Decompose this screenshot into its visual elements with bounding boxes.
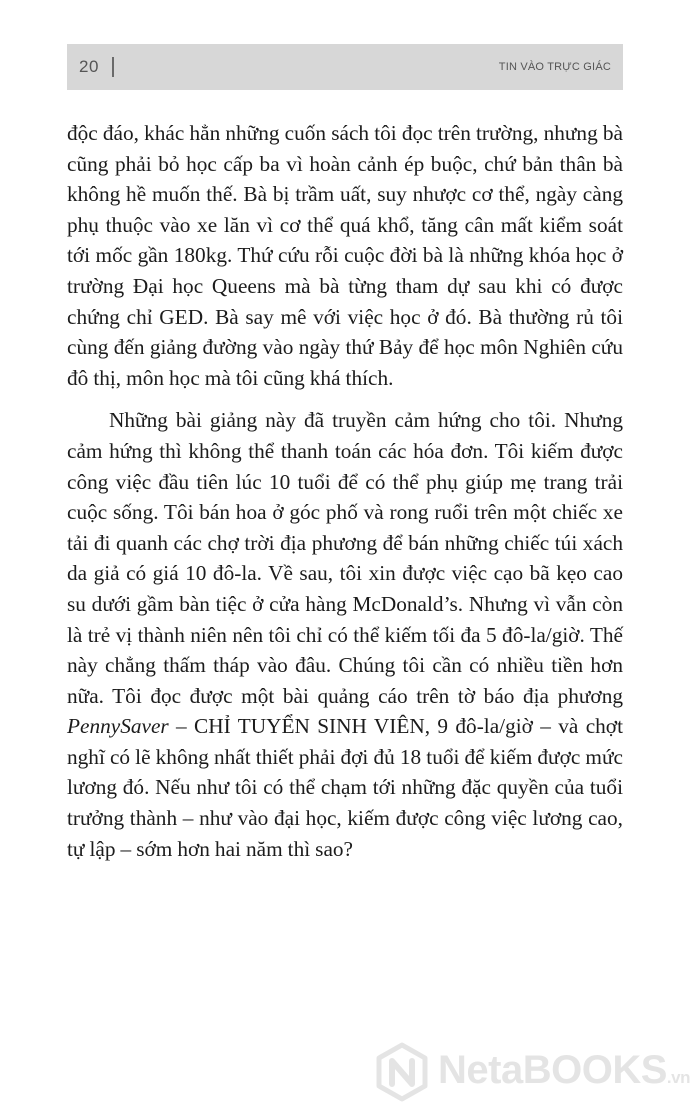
newspaper-title: PennySaver [67, 714, 169, 739]
watermark-text [438, 1048, 690, 1093]
paragraph-1: độc đáo, khác hẳn những cuốn sách tôi đọc trên trường, nhưng bà cũng phải bỏ học cấp ba vì hoàn cảnh ép buộc, chứ bản thân bà không hề muốn thế. Bà bị trầm uất, suy nhược cơ thể, ngày càng phụ thuộc vào xe lăn vì cơ thể quá khổ, tăng cân mất kiểm soát tới mốc gần 180kg. Thứ cứu rỗi cuộc đời bà là những khóa học ở trường Đại học Queens mà bà từng tham dự sau khi có được chứng chỉ GED. Bà say mê với việc học ở đó. Bà thường rủ tôi cùng đến giảng đường vào ngày thứ Bảy để học môn Nghiên cứu đô thị, môn học mà tôi cũng khá thích. [67, 121, 623, 390]
paragraph-2-text-after: – CHỈ TUYỂN SINH VIÊN, 9 đô-la/giờ – và chợt nghĩ có lẽ không nhất thiết phải đợi đủ 18 tuổi để kiếm được mức lương đó. Nếu như tôi có thể chạm tới những đặc quyền của tuổi trưởng thành – như vào đại học, kiếm được công việc lương cao, tự lập – sớm hơn hai năm thì sao? [67, 714, 623, 861]
netabooks-logo-icon [372, 1042, 432, 1102]
paragraph-2-text-before: Những bài giảng này đã truyền cảm hứng cho tôi. Nhưng cảm hứng thì không thể thanh toán các hóa đơn. Tôi kiếm được công việc đầu tiên lúc 10 tuổi để có thể phụ giúp mẹ trang trải cuộc sống. Tôi bán hoa ở góc phố và rong ruổi trên một chiếc xe tải đi quanh các chợ trời địa phương để bán những chiếc túi xách da giả có giá 10 đô-la. Về sau, tôi xin được việc cạo bã kẹo cao su dưới gầm bàn tiệc ở cửa hàng McDonald’s. Nhưng vì vẫn còn là trẻ vị thành niên nên tôi chỉ có thể kiếm tối đa 5 đô-la/giờ. Thế này chẳng thấm tháp vào đâu. Chúng tôi cần có nhiều tiền hơn nữa. Tôi đọc được một bài quảng cáo trên tờ báo địa phương [67, 408, 623, 708]
paragraph-2 [67, 405, 623, 864]
body-text [67, 118, 623, 864]
watermark [372, 1038, 692, 1108]
watermark-tld: .vn [666, 1068, 690, 1087]
running-header [67, 44, 623, 90]
header-divider [112, 57, 114, 77]
watermark-brand: NetaBOOKS [438, 1048, 667, 1092]
running-title: TIN VÀO TRỰC GIÁC [498, 61, 611, 73]
page-number: 20 [79, 57, 99, 76]
